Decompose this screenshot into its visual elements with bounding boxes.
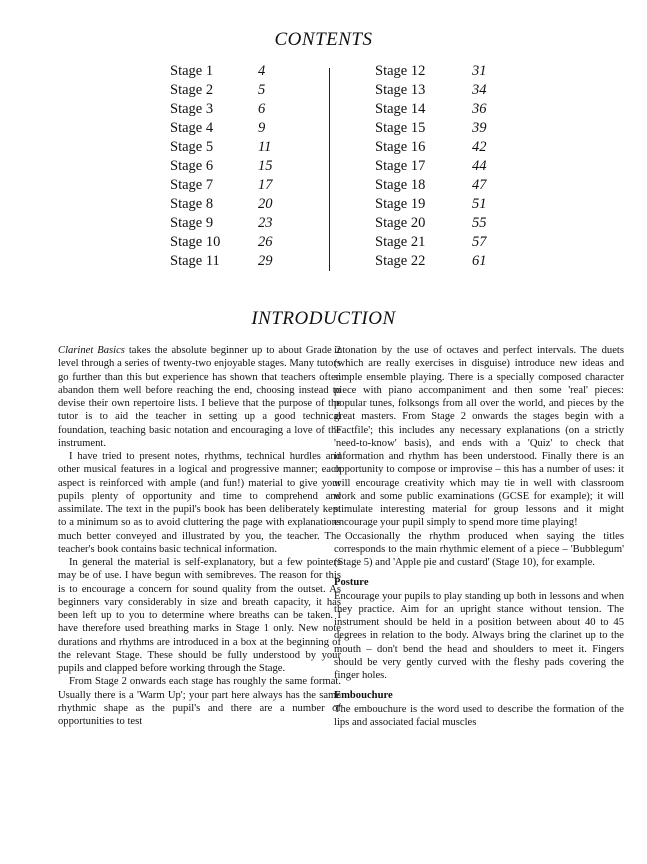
intro-paragraph: From Stage 2 onwards each stage has roughly the same format. Usually there is a 'Warm Up'; your part here always has the same rhythmic shape as the pupil's and there are a number of opportunities to test xyxy=(58,676,341,727)
toc-stage: Stage 15 xyxy=(375,120,426,136)
intro-paragraph xyxy=(58,344,341,450)
toc-page: 15 xyxy=(258,158,273,174)
toc-stage: Stage 17 xyxy=(375,158,426,174)
toc-page: 17 xyxy=(258,177,273,193)
toc-page: 61 xyxy=(472,253,487,269)
contents-heading: CONTENTS xyxy=(274,29,373,50)
toc-page: 6 xyxy=(258,101,266,117)
toc-row xyxy=(170,214,310,233)
toc-stage: Stage 12 xyxy=(375,63,426,79)
toc-stage: Stage 5 xyxy=(170,139,214,155)
intro-paragraph: In general the material is self-explanatory, but a few pointers may be of use. I have begun with semibreves. The reason for this is to encourage a concern for sound quality from the outset. As beginners vary considerably in size and breath capacity, it has been left up to you to determine where breaths can be taken. I have therefore used breathing marks in Stage 1 only. New note durations and rhythms are introduced in a box at the beginning of the relevant Stage. These should be fully understood by your pupils and clapped before working through the Stage. xyxy=(58,557,341,674)
toc-page: 44 xyxy=(472,158,487,174)
introduction-heading: INTRODUCTION xyxy=(251,308,396,329)
toc-page: 11 xyxy=(258,139,272,155)
toc-row xyxy=(170,62,310,81)
toc-row xyxy=(170,100,310,119)
toc-row xyxy=(375,119,515,138)
toc-stage: Stage 16 xyxy=(375,139,426,155)
toc-page: 39 xyxy=(472,120,487,136)
toc-page: 42 xyxy=(472,139,487,155)
embouchure-paragraph: The embouchure is the word used to describe the formation of the lips and associated facial muscles xyxy=(334,703,624,728)
contents-divider xyxy=(329,68,330,271)
toc-row xyxy=(375,214,515,233)
toc-page: 34 xyxy=(472,82,487,98)
toc-row xyxy=(375,252,515,271)
toc-row xyxy=(170,81,310,100)
toc-stage: Stage 8 xyxy=(170,196,214,212)
toc-stage: Stage 7 xyxy=(170,177,214,193)
contents-left-column xyxy=(170,62,310,271)
toc-row xyxy=(375,62,515,81)
toc-page: 9 xyxy=(258,120,266,136)
toc-row xyxy=(170,252,310,271)
toc-stage: Stage 10 xyxy=(170,234,221,250)
toc-row xyxy=(170,157,310,176)
toc-page: 47 xyxy=(472,177,487,193)
toc-row xyxy=(170,138,310,157)
intro-text: takes the absolute beginner up to about Grade 2 level through a series of twenty-two enjoyable stages. Many tutors go further than this but experience has shown that teachers often abandon them well before reaching the end, choosing instead to devise their own repertoire lists. I believe that the purpose of the tutor is to aid the teacher in setting up a good technical foundation, teaching basic notation and encouraging a love of the instrument. xyxy=(58,345,341,449)
toc-stage: Stage 11 xyxy=(170,253,220,269)
toc-stage: Stage 6 xyxy=(170,158,214,174)
toc-row xyxy=(375,176,515,195)
toc-row xyxy=(170,176,310,195)
toc-stage: Stage 2 xyxy=(170,82,214,98)
toc-page: 55 xyxy=(472,215,487,231)
toc-page: 20 xyxy=(258,196,273,212)
book-title: Clarinet Basics xyxy=(58,345,125,356)
contents-right-column xyxy=(375,62,515,271)
introduction-right-column xyxy=(334,344,624,729)
toc-row xyxy=(170,119,310,138)
posture-heading: Posture xyxy=(334,577,369,589)
toc-row xyxy=(375,81,515,100)
toc-page: 57 xyxy=(472,234,487,250)
toc-stage: Stage 18 xyxy=(375,177,426,193)
toc-stage: Stage 22 xyxy=(375,253,426,269)
toc-page: 5 xyxy=(258,82,266,98)
toc-page: 36 xyxy=(472,101,487,117)
embouchure-heading: Embouchure xyxy=(334,690,393,702)
intro-paragraph: I have tried to present notes, rhythms, technical hurdles and other musical features in a logical and progressive manner; each aspect is reinforced with ample (and fun!) material to give your pupils plenty of opportunity and time to comprehend and assimilate. The text in the pupil's book has been deliberately kept to a minimum so as to avoid cluttering the page with explanations much better conveyed and illustrated by you, the teacher. The teacher's book contains basic technical information. xyxy=(58,451,341,555)
toc-page: 51 xyxy=(472,196,487,212)
toc-stage: Stage 3 xyxy=(170,101,214,117)
intro-paragraph: Occasionally the rhythm produced when saying the titles corresponds to the main rhythmic element of a piece – 'Bubblegum' (Stage 5) and 'Apple pie and custard' (Stage 10), for example. xyxy=(334,530,624,568)
toc-row xyxy=(375,233,515,252)
toc-row xyxy=(375,157,515,176)
toc-stage: Stage 20 xyxy=(375,215,426,231)
toc-page: 29 xyxy=(258,253,273,269)
intro-paragraph: intonation by the use of octaves and perfect intervals. The duets (which are really exercises in disguise) introduce new ideas and simple ensemble playing. There is a specially composed character piece with piano accompaniment and then some 'real' pieces: popular tunes, folksongs from all over the world, and pieces by the great masters. From Stage 2 onwards the stages begin with a 'Factfile'; this includes any necessary explanations (on a strictly 'need-to-know' basis), and ends with a 'Quiz' to check that information and rhythm has been understood. Finally there is an opportunity to compose or improvise – this has a number of uses: it will encourage creativity which may tie in well with classroom work and some public examinations (GCSE for example); it will stimulate interesting material for group lessons and it might encourage your pupil simply to spend more time playing! xyxy=(334,345,624,529)
toc-page: 26 xyxy=(258,234,273,250)
toc-stage: Stage 9 xyxy=(170,215,214,231)
toc-stage: Stage 21 xyxy=(375,234,426,250)
toc-page: 4 xyxy=(258,63,266,79)
toc-row xyxy=(375,100,515,119)
toc-row xyxy=(375,195,515,214)
toc-page: 23 xyxy=(258,215,273,231)
toc-stage: Stage 19 xyxy=(375,196,426,212)
toc-row xyxy=(375,138,515,157)
toc-stage: Stage 1 xyxy=(170,63,214,79)
introduction-left-column xyxy=(58,344,341,728)
toc-row xyxy=(170,233,310,252)
toc-page: 31 xyxy=(472,63,487,79)
toc-stage: Stage 13 xyxy=(375,82,426,98)
toc-stage: Stage 4 xyxy=(170,120,214,136)
toc-row xyxy=(170,195,310,214)
posture-paragraph: Encourage your pupils to play standing up both in lessons and when they practice. Aim for an upright stance without tension. The instrument should be held in a position between about 40 to 45 degrees in relation to the body. Always bring the clarinet up to the mouth – don't bend the head and shoulders to meet it. Fingers should be very gently curved with the fleshy pads covering the finger holes. xyxy=(334,590,624,681)
toc-stage: Stage 14 xyxy=(375,101,426,117)
